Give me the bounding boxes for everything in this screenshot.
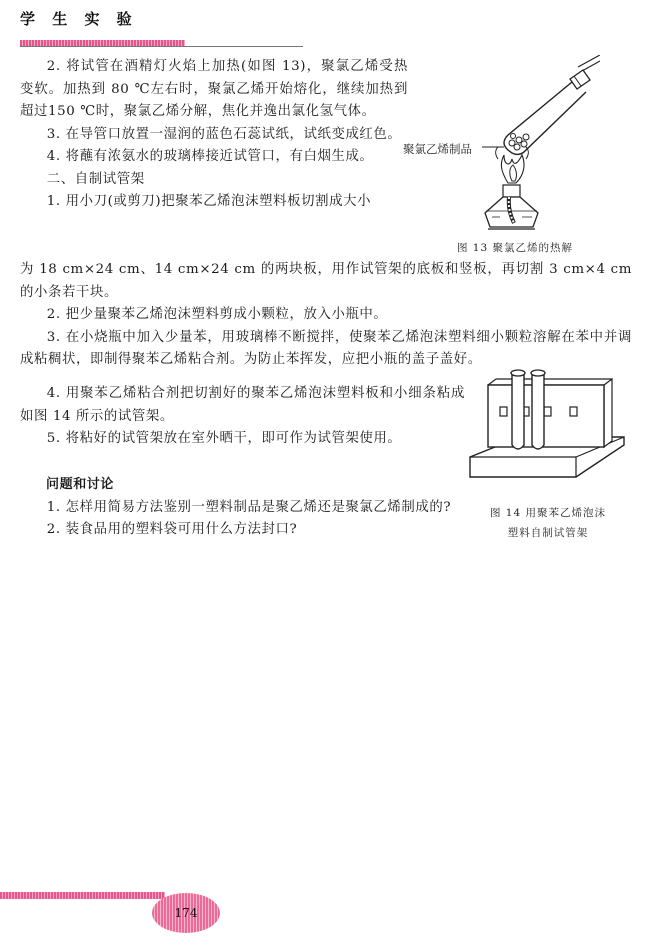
discussion-section xyxy=(20,474,465,542)
paragraph-step4: 4. 将蘸有浓氨水的玻璃棒接近试管口，有白烟生成。 xyxy=(46,149,374,164)
header-title: 学 生 实 验 xyxy=(20,10,138,28)
paragraph-step3: 3. 在导管口放置一湿润的蓝色石蕊试纸，试纸变成红色。 xyxy=(46,126,402,142)
paragraph-s2-step3: 3. 在小烧瓶中加入少量苯，用玻璃棒不断搅拌，使聚苯乙烯泡沫塑料细小颗粒溶解在苯中并调成粘稠状，即制得聚苯乙烯粘合剂。为防止苯挥发，应把小瓶的盖子盖好。 xyxy=(20,329,632,367)
header-rule xyxy=(20,40,303,46)
paragraph-s2-step5: 5. 将粘好的试管架放在室外晒干，即可作为试管架使用。 xyxy=(46,431,402,446)
paragraph-s2-step2: 2. 把少量聚苯乙烯泡沫塑料剪成小颗粒，放入小瓶中。 xyxy=(46,307,388,322)
page-header xyxy=(20,8,138,29)
figure-14-caption-line2: 塑料自制试管架 xyxy=(507,527,589,539)
page-number: 174 xyxy=(174,906,198,920)
page-number-badge xyxy=(152,893,220,933)
figure-13-label: 聚氯乙烯制品 xyxy=(403,142,472,156)
header-rule-line xyxy=(20,46,303,47)
section2-text-narrow xyxy=(20,383,465,451)
paragraph-step2: 2. 将试管在酒精灯火焰上加热(如图 13)，聚氯乙烯受热变软。加热到 80 ℃左右时，聚氯乙烯开始熔化，继续加热到超过150 ℃时，聚氯乙烯分解，焦化并逸出氯化氢气体。 xyxy=(20,59,408,119)
footer-rule xyxy=(0,892,165,899)
discussion-heading: 问题和讨论 xyxy=(46,477,115,492)
section2-text-full xyxy=(20,259,632,372)
section2-heading: 二、自制试管架 xyxy=(46,171,145,187)
figure-14-caption-line1: 图 14 用聚苯乙烯泡沫 xyxy=(489,507,607,519)
test-tube-rack-illustration xyxy=(468,365,628,495)
section1-text xyxy=(20,56,408,214)
paragraph-s2-step1-start: 1. 用小刀(或剪刀)把聚苯乙烯泡沫塑料板切割成大小 xyxy=(46,194,372,209)
figure-13 xyxy=(400,55,600,255)
discussion-question-1: 1. 怎样用简易方法鉴别一塑料制品是聚乙烯还是聚氯乙烯制成的? xyxy=(46,499,452,515)
figure-13-caption: 图 13 聚氯乙烯的热解 xyxy=(456,242,574,254)
paragraph-s2-step4: 4. 用聚苯乙烯粘合剂把切割好的聚苯乙烯泡沫塑料板和小细条粘成如图 14 所示的试管架。 xyxy=(20,386,465,424)
paragraph-s2-step1-cont: 为 18 cm×24 cm、14 cm×24 cm 的两块板，用作试管架的底板和竖板，再切割 3 cm×4 cm 的小条若干块。 xyxy=(20,262,632,300)
discussion-question-2: 2. 装食品用的塑料袋可用什么方法封口? xyxy=(46,522,298,537)
figure-14 xyxy=(468,365,638,545)
